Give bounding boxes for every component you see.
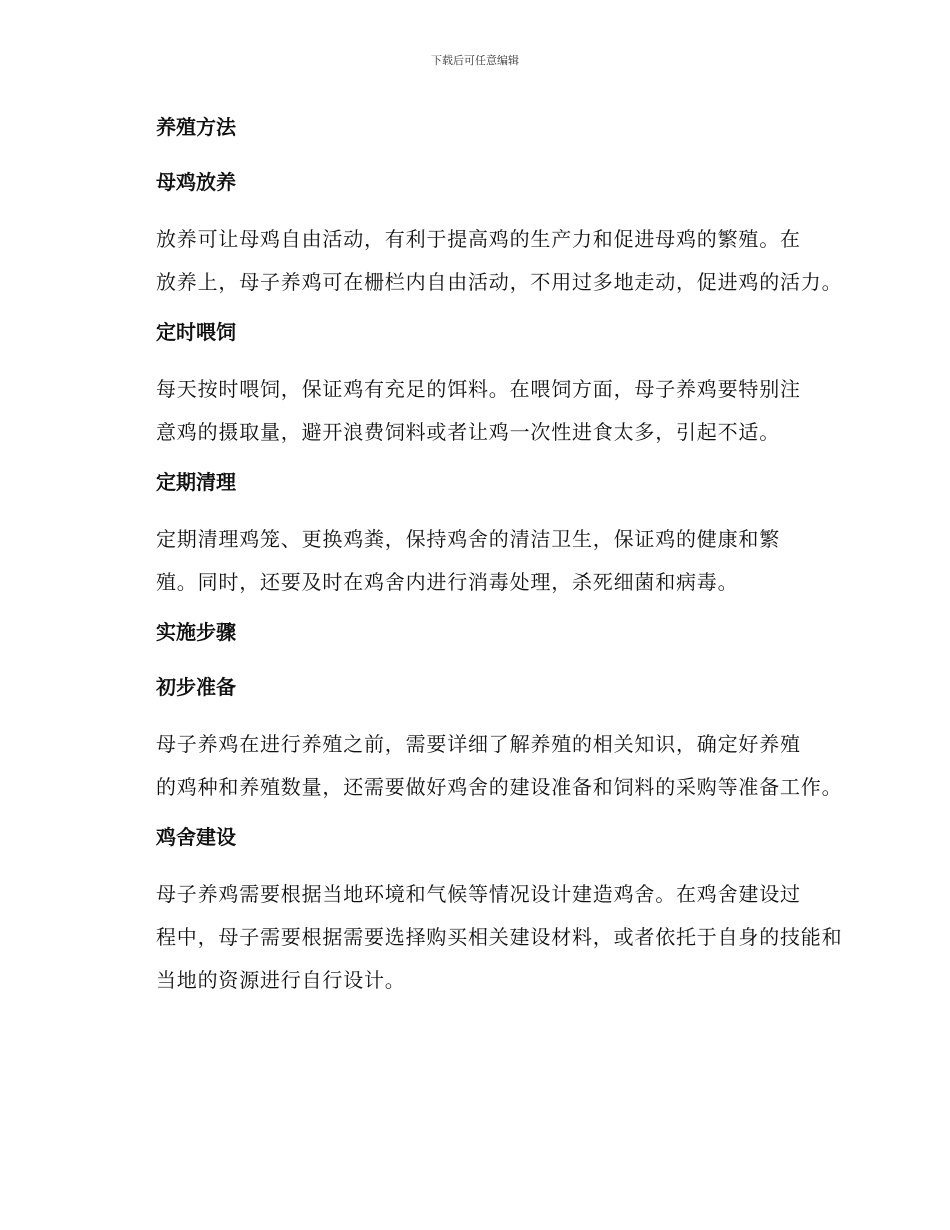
page-header: 下载后可任意编辑 — [431, 54, 519, 67]
paragraph-line: 程中，母子需要根据需要选择购买相关建设材料，或者依托于自身的技能和 — [156, 925, 843, 949]
section-heading-scheduled-feeding: 定时喂饲 — [156, 320, 236, 344]
section-heading-regular-cleaning: 定期清理 — [156, 470, 236, 494]
document-body — [112, 108, 843, 1011]
paragraph-line: 母子养鸡需要根据当地环境和气候等情况设计建造鸡舍。在鸡舍建设过 — [156, 882, 801, 906]
paragraph-line: 的鸡种和养殖数量，还需要做好鸡舍的建设准备和饲料的采购等准备工作。 — [156, 775, 843, 799]
paragraph-free-range — [112, 218, 843, 304]
section-heading-implementation-steps: 实施步骤 — [156, 620, 236, 644]
paragraph-line: 定期清理鸡笼、更换鸡粪，保持鸡舍的清洁卫生，保证鸡的健康和繁 — [156, 527, 780, 551]
section-heading-preliminary-preparation: 初步准备 — [156, 675, 236, 699]
paragraph-line: 每天按时喂饲，保证鸡有充足的饵料。在喂饲方面，母子养鸡要特别注 — [156, 377, 801, 401]
paragraph-line: 放养可让母鸡自由活动，有利于提高鸡的生产力和促进母鸡的繁殖。在 — [156, 227, 801, 251]
paragraph-line: 意鸡的摄取量，避开浪费饲料或者让鸡一次性进食太多，引起不适。 — [156, 420, 780, 444]
paragraph-regular-cleaning — [112, 518, 832, 604]
paragraph-coop-construction — [112, 873, 843, 1002]
paragraph-line: 当地的资源进行自行设计。 — [156, 968, 406, 992]
paragraph-line: 放养上，母子养鸡可在栅栏内自由活动，不用过多地走动，促进鸡的活力。 — [156, 270, 843, 294]
paragraph-line: 母子养鸡在进行养殖之前，需要详细了解养殖的相关知识，确定好养殖 — [156, 732, 801, 756]
section-heading-free-range: 母鸡放养 — [156, 170, 236, 194]
section-heading-coop-construction: 鸡舍建设 — [156, 825, 236, 849]
paragraph-preliminary-preparation — [112, 723, 843, 809]
paragraph-scheduled-feeding — [112, 368, 832, 454]
section-heading-breeding-methods: 养殖方法 — [156, 115, 236, 139]
paragraph-line: 殖。同时，还要及时在鸡舍内进行消毒处理，杀死细菌和病毒。 — [156, 570, 739, 594]
